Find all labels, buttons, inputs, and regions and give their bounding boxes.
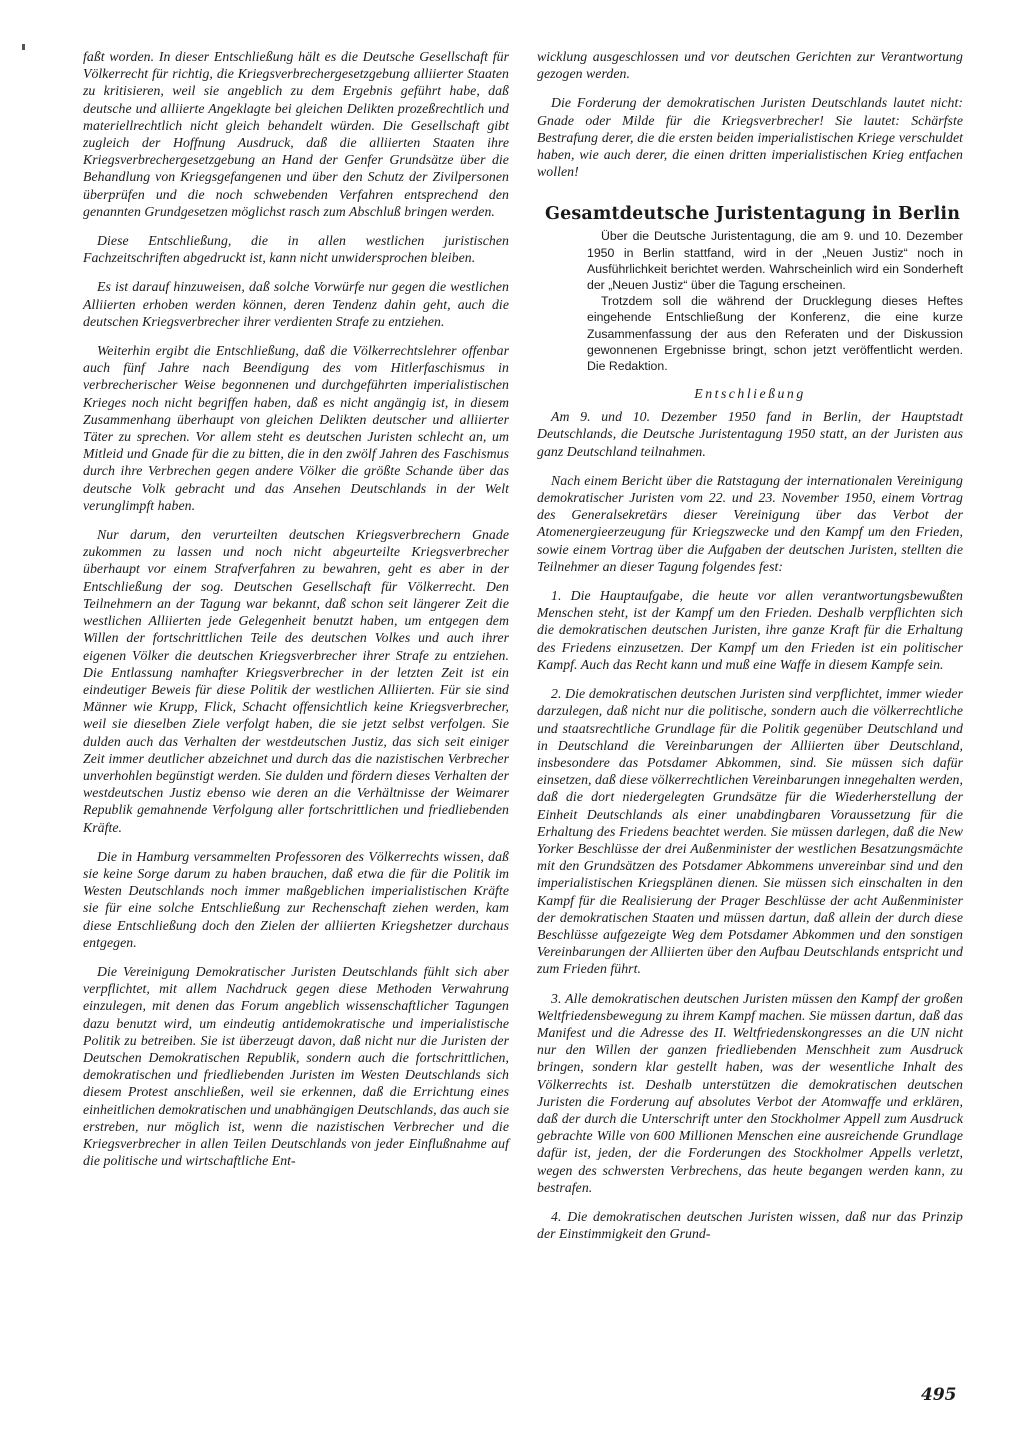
section-title: Gesamtdeutsche Juristentagung in Berlin bbox=[545, 204, 961, 225]
right-intro-paragraph-1: wicklung ausgeschlossen und vor deutschen Gerichten zur Verantwortung gezogen werden. bbox=[537, 49, 963, 82]
resolution-point-4: 4. Die demokratischen deutschen Juristen wissen, daß nur das Prinzip der Einstimmigkeit den Grund- bbox=[537, 1208, 963, 1242]
left-paragraph-4: Weiterhin ergibt die Entschließung, daß die Völkerrechtslehrer offenbar auch fünf Jahre nach Beendigung des vom Hitlerfaschismus in verbrecherischer Weise begonnenen und durchgeführten imperialistischen Krieges noch nicht begriffen haben, daß es nicht angängig ist, in diesem Zusammenhang überhaupt von gleichen Delikten deutscher und alliierter Täter zu sprechen. Vor allem steht es deutschen Juristen schlecht an, um Mitleid und Gnade für die zu bitten, die in den zwölf Jahren des Faschismus durch ihre Verbrechen gegen andere Völker die größte Schande über das deutsche Volk gebracht und das Ansehen Deutschlands in der Welt verunglimpft haben. bbox=[83, 343, 509, 513]
left-paragraph-5: Nur darum, den verurteilten deutschen Kriegsverbrechern Gnade zukommen zu lassen und noch nicht abgeurteilte Kriegsverbrecher überhaupt vor einem Strafverfahren zu bewahren, geht es aber in der Entschließung der sog. Deutschen Gesellschaft für Völkerrecht. Den Teilnehmern an der Tagung war bekannt, daß schon seit längerer Zeit die westlichen Alliierten jede Gelegenheit benutzt haben, um entgegen dem Willen der fortschrittlichen Teile des deutschen Volkes und auch ihrer eigenen Völker die deutschen Kriegsverbrecher ihrer Strafe zu entziehen. Die Entlassung namhafter Kriegsverbrecher in der letzten Zeit ist ein eindeutiger Beweis für diese Politik der westlichen Alliierten. Für sie sind Männer wie Krupp, Flick, Schacht offensichtlich keine Kriegsverbrecher, weil sie dieselben Ziele verfolgt haben, die sie jetzt selbst verfolgen. Sie dulden auch das Verhalten der westdeutschen Justiz, das sich seit einiger Zeit immer deutlicher abzeichnet und durch das die nazistischen Verbrecher unverhohlen begünstigt werden. Sie dulden und fördern dieses Verhalten der westdeutschen Justiz ebenso wie deren an die Verhältnisse der Weimarer Republik gemahnende Verfolgung aller fortschrittlichen und friedliebenden Kräfte. bbox=[83, 527, 509, 835]
resolution-paragraph-1: Am 9. und 10. Dezember 1950 fand in Berlin, der Hauptstadt Deutschlands, die Deutsche Juristentagung 1950 statt, an der Juristen aus ganz Deutschland teilnahmen. bbox=[537, 409, 963, 459]
left-column bbox=[83, 48, 509, 1181]
resolution-paragraph-2: Nach einem Bericht über die Ratstagung der internationalen Vereinigung demokratischer Juristen vom 22. und 23. November 1950, einem Vortrag des Generalsekretärs dieser Vereinigung über das Verbot der Atomenergieerzeugung für Kriegszwecke und den Kampf um den Frieden, sowie einem Vortrag über die Aufgaben der deutschen Juristen, stellten die Teilnehmer an dieser Tagung folgendes fest: bbox=[537, 472, 963, 574]
left-paragraph-2: Diese Entschließung, die in allen westlichen juristischen Fachzeitschriften abgedruckt ist, kann nicht unwidersprochen bleiben. bbox=[83, 233, 509, 266]
left-paragraph-7: Die Vereinigung Demokratischer Juristen Deutschlands fühlt sich aber verpflichtet, mit allem Nachdruck gegen diese Methoden Verwahrung einzulegen, mit denen das Forum angeblich wissenschaftlicher Tagungen dazu benutzt wird, um eindeutig antidemokratische und imperialistische Politik zu betreiben. Sie ist überzeugt davon, daß nicht nur die Juristen der Deutschen Demokratischen Republik, sondern auch die fortschrittlichen, demokratischen und friedliebenden Juristen im Westen Deutschlands sich diesem Protest anschließen, weil sie erkennen, daß die Errichtung eines einheitlichen demokratischen und unabhängigen Deutschlands, das auch sie erstreben, nur möglich ist, wenn die nazistischen Verbrecher und die Kriegsverbrecher in allen Teilen Deutschlands von jeder Einflußnahme auf die politische und wirtschaftliche Ent- bbox=[83, 963, 509, 1169]
resolution-point-1: 1. Die Hauptaufgabe, die heute vor allen verantwortungsbewußten Menschen steht, ist der Kampf um den Frieden. Deshalb verpflichten sich die demokratischen deutschen Juristen, ihre ganze Kraft für die Erhaltung des Friedens einzusetzen. Der Kampf um den Frieden ist ein politischer Kampf. Auch das Recht kann und muß eine Waffe in diesem Kampfe sein. bbox=[537, 588, 963, 672]
resolution-point-2: 2. Die demokratischen deutschen Juristen sind verpflichtet, immer wieder darzulegen, daß nicht nur die politische, sondern auch die völkerrechtliche und staatsrechtliche Grundlage für die Politik gegenüber Deutschland und in Deutschland die Vereinbarungen der Alliierten über Deutschland, insbesondere das Potsdamer Abkommen, sind. Sie müssen sich dafür einsetzen, daß diese völkerrechtlichen Vereinbarungen innegehalten werden, daß die dort niedergelegten Grundsätze für die Wiederherstellung der Einheit Deutschlands als einer unabdingbaren Voraussetzung für die Erhaltung des Friedens beachtet werden. Sie müssen darlegen, daß die New Yorker Beschlüsse der drei Außenminister der westlichen Besatzungsmächte mit den Grundsätzen des Potsdamer Abkommens unvereinbar sind und den imperialistischen Kriegsplänen dienen. Sie müssen sich einschalten in den Kampf für die Realisierung der Prager Beschlüsse der acht Außenminister der demokratischen Staaten und müssen dartun, daß allein der durch diese Beschlüsse aufgezeigte Weg dem Potsdamer Abkommen und den sonstigen Vereinbarungen der Alliierten über den Aufbau Deutschlands entspricht und zum Frieden führt. bbox=[537, 686, 963, 977]
left-paragraph-6: Die in Hamburg versammelten Professoren des Völkerrechts wissen, daß sie keine Sorge darum zu haben brauchen, daß etwa die für die Politik im Westen Deutschlands noch immer maßgeblichen imperialistischen Kräfte sie für eine solche Entschließung zur Rechenschaft ziehen werden, kam diese Entschließung doch den Zielen der alliierten Kriegshetzer durchaus entgegen. bbox=[83, 848, 509, 950]
scan-mark bbox=[22, 44, 25, 50]
left-paragraph-1: faßt worden. In dieser Entschließung hält es die Deutsche Gesellschaft für Völkerrecht für richtig, die Kriegsverbrechergesetzgebung alliierter Staaten zu kritisieren, weil sie angeblich zu dem Ergebnis geführt habe, daß deutsche und alliierte Angeklagte bei gleichen Delikten prozeßrechtlich und materiellrechtlich nicht gleich behandelt würden. Die Gesellschaft gibt zugleich der Hoffnung Ausdruck, daß die alliierten Staaten ihre Kriegsverbrechergesetzgebung an Hand der Genfer Grundsätze über die Behandlung von Kriegsgefangenen und über den Schutz der Zivilpersonen überprüfen und die noch schwebenden Verfahren entsprechend den genannten Grundgesetzen möglichst rasch zum Abschluß bringen werden. bbox=[83, 49, 509, 219]
editor-note bbox=[587, 228, 963, 374]
editor-note-paragraph-1: Über die Deutsche Juristentagung, die am 9. und 10. Dezember 1950 in Berlin stattfand, wird in der „Neuen Justiz“ noch in Ausführlichkeit berichtet werden. Wahrscheinlich wird ein Sonderheft der „Neuen Justiz“ über die Tagung erscheinen. bbox=[587, 229, 963, 293]
editor-note-paragraph-2: Trotzdem soll die während der Drucklegung dieses Heftes eingehende Entschließung der Konferenz, die eine kurze Zusammenfassung der aus den Referaten und der Diskussion gewonnenen Ergebnisse bringt, schon jetzt veröffentlicht werden. Die Redaktion. bbox=[587, 294, 963, 374]
right-column bbox=[537, 48, 963, 1254]
page-number: 495 bbox=[921, 1385, 957, 1405]
left-paragraph-3: Es ist darauf hinzuweisen, daß solche Vorwürfe nur gegen die westlichen Alliierten erhoben werden können, deren Tendenz dahin geht, auch die deutschen Kriegsverbrecher ihrer verdienten Strafe zu entziehen. bbox=[83, 279, 509, 329]
resolution-point-3: 3. Alle demokratischen deutschen Juristen müssen den Kampf der großen Weltfriedensbewegung zu ihrem Kampf machen. Sie müssen dartun, daß das Manifest und die Adresse des II. Weltfriedenskongresses an die UN nicht nur den Willen der ganzen friedliebenden Menschheit zum Ausdruck bringen, sondern klar gestellt haben, was der wesentliche Inhalt des Völkerrechts ist. Deshalb unterstützen die demokratischen deutschen Juristen die Forderung auf absolutes Verbot der Atomwaffe und erklären, daß der durch die Unterschrift unter den Stockholmer Appell zum Ausdruck gebrachte Wille von 600 Millionen Menschen eine ausreichende Grundlage dafür ist, jeden, der die Forderungen des Stockholmer Appells verletzt, wegen des schwersten Verbrechens, das heute begangen werden kann, zu bestrafen. bbox=[537, 990, 963, 1195]
resolution-heading: Entschließung bbox=[694, 386, 806, 402]
right-intro-paragraph-2: Die Forderung der demokratischen Juristen Deutschlands lautet nicht: Gnade oder Milde für die Kriegsverbrecher! Sie lautet: Schärfste Bestrafung derer, die die ersten beiden imperialistischen Kriege verschuldet haben, wie auch derer, die einen dritten imperialistischen Krieg entfachen wollen! bbox=[537, 95, 963, 180]
